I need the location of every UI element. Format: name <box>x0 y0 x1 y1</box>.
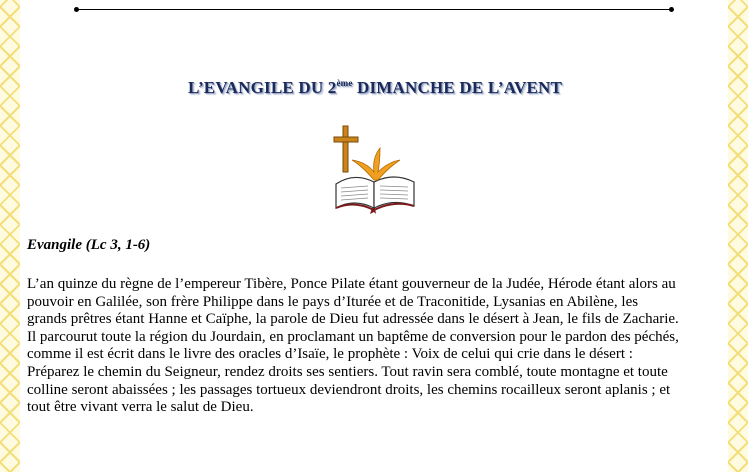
decorative-border-right <box>728 0 748 472</box>
gospel-line: pouvoir en Galilée, son frère Philippe dans le pays d’Iturée et de Traconitide, Lysanias en Abilène, les <box>27 293 639 310</box>
gospel-line: comme il est écrit dans le livre des oracles d’Isaïe, le prophète : Voix de celui qui crie dans le désert : <box>27 346 633 363</box>
title-suffix: DIMANCHE DE L’AVENT <box>352 78 563 97</box>
gospel-line: tout être vivant verra le salut de Dieu. <box>27 399 254 416</box>
gospel-line: grands prêtres étant Hanne et Caïphe, la parole de Dieu fut adressée dans le désert à Jean, le fils de Zacharie. <box>27 311 679 328</box>
gospel-line: Préparez le chemin du Seigneur, rendez droits ses sentiers. Tout ravin sera comblé, toute montagne et toute <box>27 363 668 380</box>
gospel-reference: Evangile (Lc 3, 1-6) <box>27 237 151 253</box>
title-superscript: ème <box>336 78 353 88</box>
rule-dot-right <box>669 7 674 12</box>
bible-illustration <box>332 124 416 214</box>
top-rule <box>76 9 672 10</box>
open-bible-icon <box>336 177 414 214</box>
flame-icon <box>352 148 400 180</box>
gospel-line: colline seront abaissées ; les passages tortueux deviendront droits, les chemins rocailleux seront aplanis ; et <box>27 381 671 398</box>
gospel-line: Il parcourut toute la région du Jourdain, en proclamant un baptême de conversion pour le pardon des péchés, <box>27 328 679 345</box>
decorative-border-left <box>0 0 20 472</box>
rule-dot-left <box>74 7 79 12</box>
cross-icon <box>334 126 358 172</box>
gospel-line: L’an quinze du règne de l’empereur Tibère, Ponce Pilate étant gouverneur de la Judée, Hérode étant alors au <box>27 276 676 292</box>
title-prefix: L’EVANGILE DU 2 <box>187 78 337 97</box>
page-title <box>30 78 720 98</box>
gospel-text <box>27 276 727 417</box>
